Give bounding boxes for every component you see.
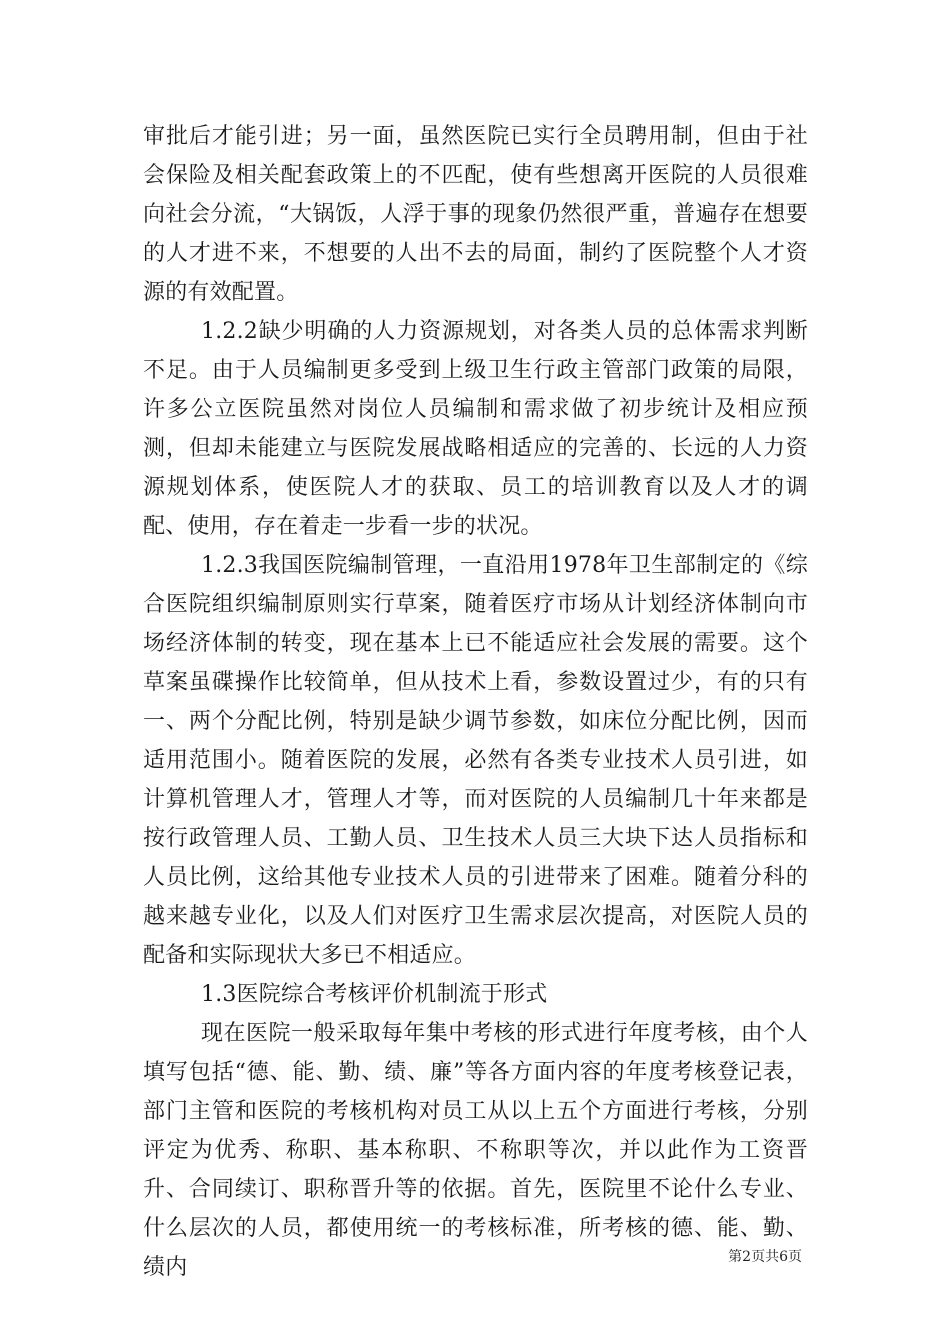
section-heading-1-3: 1.3医院综合考核评价机制流于形式 bbox=[201, 982, 548, 1007]
page-number: 第2页共6页 bbox=[728, 1249, 802, 1265]
paragraph-1-2-2: 1.2.2缺少明确的人力资源规划，对各类人员的总体需求判断不足。由于人员编制更多受到上级卫生行政主管部门政策的局限，许多公立医院虽然对岗位人员编制和需求做了初步统计及相应预测，但却未能建立与医院发展战略相适应的完善的、长远的人力资源规划体系，使医院人才的获取、员工的培训教育以及人才的调配、使用，存在着走一步看一步的状况。 bbox=[143, 319, 808, 539]
paragraph-continuation: 审批后才能引进；另一面，虽然医院已实行全员聘用制，但由于社会保险及相关配套政策上的不匹配，使有些想离开医院的人员很难向社会分流，“大锅饭，人浮于事的现象仍然很严重，普遍存在想要的人才进不来，不想要的人出不去的局面，制约了医院整个人才资源的有效配置。 bbox=[143, 124, 808, 305]
paragraph-assessment: 现在医院一般采取每年集中考核的形式进行年度考核，由个人填写包括“德、能、勤、绩、廉”等各方面内容的年度考核登记表，部门主管和医院的考核机构对员工从以上五个方面进行考核，分别评定为优秀、称职、基本称职、不称职等次，并以此作为工资晋升、合同续订、职称晋升等的依据。首先，医院里不论什么专业、什么层次的人员，都使用统一的考核标准，所考核的德、能、勤、绩内 bbox=[143, 1021, 808, 1280]
paragraph-1-2-3: 1.2.3我国医院编制管理，一直沿用1978年卫生部制定的《综合医院组织编制原则实行草案，随着医疗市场从计划经济体制向市场经济体制的转变，现在基本上已不能适应社会发展的需要。这个草案虽碟操作比较简单，但从技术上看，参数设置过少，有的只有一、两个分配比例，特别是缺少调节参数，如床位分配比例，因而适用范围小。随着医院的发展，必然有各类专业技术人员引进，如计算机管理人才，管理人才等，而对医院的人员编制几十年来都是按行政管理人员、工勤人员、卫生技术人员三大块下达人员指标和人员比例，这给其他专业技术人员的引进带来了困难。随着分科的越来越专业化，以及人们对医疗卫生需求层次提高，对医院人员的配备和实际现状大多已不相适应。 bbox=[143, 553, 808, 968]
document-body bbox=[143, 117, 808, 1287]
